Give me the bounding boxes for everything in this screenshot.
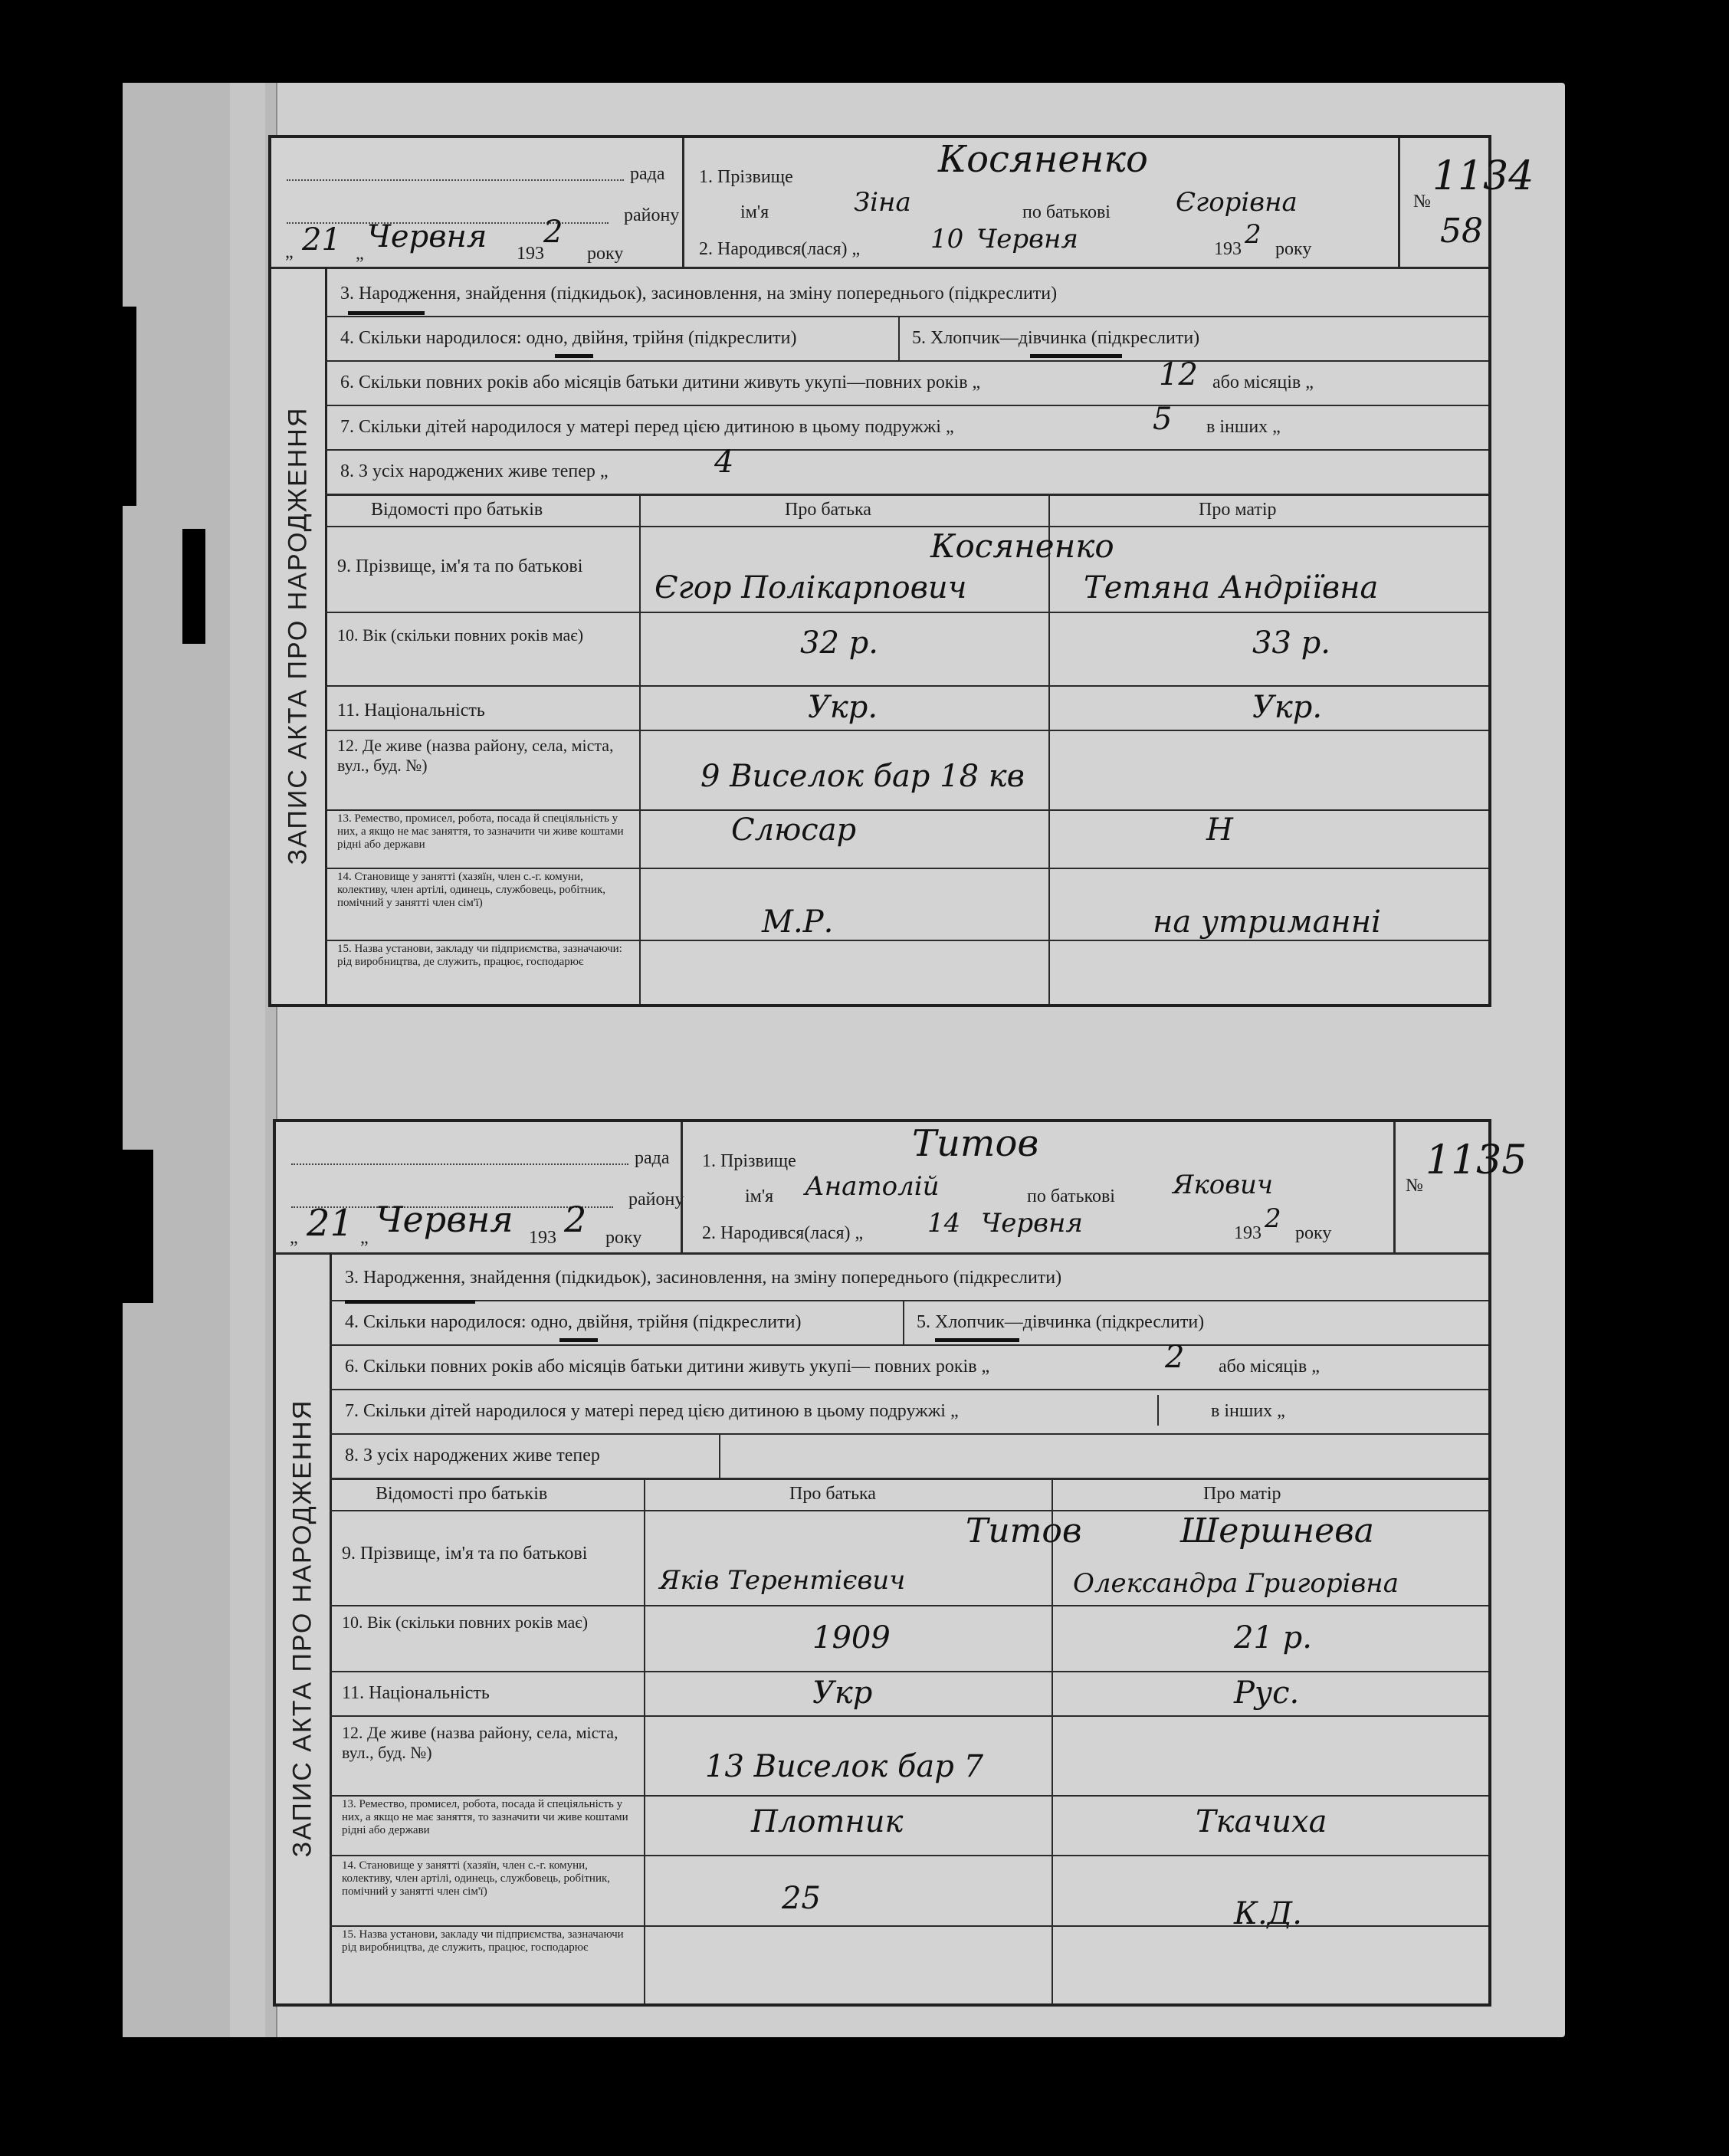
row-5: 5. Хлопчик—дівчинка (підкреслити) [917,1312,1205,1332]
mother-position: на утриманні [1153,904,1381,940]
row-15-label: 15. Назва установи, закладу чи підприємства, зазначаючи: рід виробництва, де служить, працює, господарює [337,943,622,968]
born-year: 193 [1234,1223,1261,1243]
born-year-digit: 2 [1265,1203,1281,1234]
mother-age: 33 р. [1252,625,1330,661]
record-number: 1135 [1426,1137,1527,1183]
record-side-title: ЗАПИС АКТА ПРО НАРОДЖЕННЯ [276,1252,332,2003]
born-year: 193 [1214,239,1242,259]
registration-year-digit: 2 [564,1199,587,1240]
patronymic-label: по батькові [1022,202,1111,222]
raion-label: району [628,1190,684,1209]
name-label: ім'я [740,202,769,222]
birth-record-1: рада району „ 21 „ Червня 193 2 року 1. Прізвище Косяненко ім'я Зіна по батькові Єгорівна 2. Народився(лася) „ 10 Червня 193 2 року № 1134 58 ЗАПИС АКТА ПРО НАРОДЖЕННЯ 3. Народження, знайдення (підкидьок), засиновлення, на зміну попереднього (підкреслити) 4. Скільки народилося: одно, двійня, трійня (підкреслити) 5. Хлопчик—дівчинка (підкреслити) 6. Скільки повних років або місяців батьки дитини живуть укупі—повних років „ 12 або місяців „ 7. Скільки дітей народилося у матері перед цією дитиною в цьому подружжі „ 5 в інших „ 8. З усіх народжених живе тепер „ 4 Відомості про батьків Про батька Про матір 9. Прізвище, ім'я та по батькові Косяненко Єгор Полікарпович Тетяна Андріївна 10. Вік (скільки повних років має) 32 р. 33 р. 11. Національність Укр. Укр. 12. Де живе (назва району, села, міста, вул., буд. №) 9 Виселок бар 18 кв 13. Ремество, промисел, робота, посада й спеціяльність у них, а якщо не має заняття, то зазначити чи живе коштами рідні або держави Слюсар Н 14. Становище у занятті (хазяїн, член с.-г. комуни, колективу, член артілі, одинець, службовець, робітник, помічний у занятті член сім'ї) М.Р. на утриманні 15. Назва установи, закладу чи підприємства, зазначаючи: рід виробництва, де служить, працює, господарює [268,135,1491,1007]
row-12-label: 12. Де живе (назва району, села, міста, вул., буд. №) [342,1723,618,1762]
rada-label: рада [635,1148,670,1168]
father-surname: Титов [966,1511,1082,1551]
father-name: Яків Терентієвич [659,1565,906,1596]
father-nationality: Укр. [808,690,878,725]
registration-day: 21 [307,1202,354,1245]
father-position: 25 [782,1881,821,1916]
mother-age: 21 р. [1234,1620,1312,1656]
registration-month: Червня [376,1199,513,1240]
registration-year: 193 [517,244,544,264]
row-14-label: 14. Становище у занятті (хазяїн, член с.-г. комуни, колективу, член артілі, одинець, службовець, робітник, помічний у занятті член сім'ї) [337,871,606,909]
child-surname: Косяненко [938,138,1148,181]
row-9-label: 9. Прізвище, ім'я та по батькові [337,556,583,576]
number-label: № [1406,1176,1423,1196]
row-3: 3. Народження, знайдення (підкидьок), засиновлення, на зміну попереднього (підкреслити) [340,284,1058,304]
parents-info-header: Відомості про батьків [376,1484,548,1504]
parents-surname: Косяненко [930,527,1114,565]
row-13-label: 13. Ремество, промисел, робота, посада й спеціяльність у них, а якщо не має заняття, то зазначити чи живе коштами рідні або держави [337,812,624,851]
row-13-label: 13. Ремество, промисел, робота, посада й спеціяльність у них, а якщо не має заняття, то зазначити чи живе коштами рідні або держави [342,1798,628,1836]
father-position: М.Р. [762,904,834,940]
mother-occupation: Н [1206,812,1233,848]
roku-label: року [587,244,624,264]
child-patronymic: Єгорівна [1176,187,1298,218]
father-occupation: Плотник [751,1804,904,1839]
row-6-years: 12 [1159,357,1198,392]
row-8: 8. З усіх народжених живе тепер [345,1446,600,1465]
rada-label: рада [630,164,665,184]
mother-header: Про матір [1203,1484,1281,1504]
father-header: Про батька [785,500,871,520]
row-6-years: 2 [1165,1340,1185,1375]
mother-name: Тетяна Андріївна [1084,570,1379,605]
row-11-label: 11. Національність [337,701,485,720]
row-6: 6. Скільки повних років або місяців батьки дитини живуть укупі— повних років „ [345,1357,990,1377]
row-9-label: 9. Прізвище, ім'я та по батькові [342,1544,588,1564]
born-month: Червня [981,1208,1083,1239]
row-10-label: 10. Вік (скільки повних років має) [337,625,584,645]
born-day: 10 [930,224,964,254]
row-10-label: 10. Вік (скільки повних років має) [342,1613,589,1632]
mother-occupation: Ткачиха [1196,1804,1327,1839]
torn-edge [182,529,205,644]
patronymic-label: по батькові [1027,1186,1115,1206]
row-7-other: в інших „ [1206,417,1281,437]
mother-name: Олександра Григорівна [1073,1568,1399,1599]
raion-label: району [624,205,680,225]
row-8: 8. З усіх народжених живе тепер „ [340,461,609,481]
registration-year: 193 [529,1228,556,1248]
surname-label: 1. Прізвище [702,1151,796,1171]
roku-label-2: року [1295,1223,1332,1243]
row-6: 6. Скільки повних років або місяців батьки дитини живуть укупі—повних років „ [340,372,981,392]
child-name: Зіна [854,187,911,218]
row-7-value: 5 [1153,402,1173,437]
row-6-months: або місяців „ [1219,1357,1320,1377]
row-7: 7. Скільки дітей народилося у матері перед цією дитиною в цьому подружжі „ [340,417,954,437]
torn-edge [123,1150,153,1303]
address: 13 Виселок бар 7 [705,1749,984,1784]
row-15-label: 15. Назва установи, закладу чи підприємства, зазначаючи рід виробництва, де служить, працює, господарює [342,1928,624,1954]
born-label: 2. Народився(лася) „ [699,239,861,259]
mother-header: Про матір [1199,500,1277,520]
surname-label: 1. Прізвище [699,167,793,187]
mother-surname: Шершнева [1180,1511,1374,1551]
born-year-digit: 2 [1245,219,1261,250]
row-3: 3. Народження, знайдення (підкидьок), засиновлення, на зміну попереднього (підкреслити) [345,1268,1062,1288]
child-patronymic: Якович [1173,1170,1274,1200]
row-8-value: 4 [714,445,734,480]
row-4: 4. Скільки народилося: одно, двійня, трійня (підкреслити) [345,1312,802,1332]
registration-month: Червня [367,219,487,254]
mother-position: К.Д. [1234,1896,1302,1931]
born-month: Червня [976,224,1078,254]
father-age: 1909 [812,1620,891,1656]
child-name: Анатолій [805,1171,940,1202]
binding-strip [230,83,265,2037]
born-label: 2. Народився(лася) „ [702,1223,864,1243]
birth-record-2: рада району „ 21 „ Червня 193 2 року 1. Прізвище Титов ім'я Анатолій по батькові Якович 2. Народився(лася) „ 14 Червня 193 2 року № 1135 ЗАПИС АКТА ПРО НАРОДЖЕННЯ 3. Народження, знайдення (підкидьок), засиновлення, на зміну попереднього (підкреслити) 4. Скільки народилося: одно, двійня, трійня (підкреслити) 5. Хлопчик—дівчинка (підкреслити) 6. Скільки повних років або місяців батьки дитини живуть укупі— повних років „ 2 або місяців „ 7. Скільки дітей народилося у матері перед цією дитиною в цьому подружжі „ в інших „ 8. З усіх народжених живе тепер Відомості про батьків Про батька Про матір 9. Прізвище, ім'я та по батькові Титов Шершнева Яків Терентієвич Олександра Григорівна 10. Вік (скільки повних років має) 1909 21 р. 11. Національність Укр Рус. 12. Де живе (назва району, села, міста, вул., буд. №) 13 Виселок бар 7 13. Ремество, промисел, робота, посада й спеціяльність у них, а якщо не має заняття, то зазначити чи живе коштами рідні або держави Плотник Ткачиха 14. Становище у занятті (хазяїн, член с.-г. комуни, колективу, член артілі, одинець, службовець, робітник, помічний у занятті член сім'ї) 25 К.Д. 15. Назва установи, закладу чи підприємства, зазначаючи рід виробництва, де служить, працює, господарює [273,1119,1491,2007]
father-header: Про батька [789,1484,876,1504]
mother-nationality: Рус. [1234,1675,1300,1711]
registration-year-digit: 2 [543,215,563,250]
parents-info-header: Відомості про батьків [371,500,543,520]
row-14-label: 14. Становище у занятті (хазяїн, член с.-г. комуни, колективу, член артілі, одинець, службовець, робітник, помічний у занятті член сім'ї) [342,1859,611,1898]
father-name: Єгор Полікарпович [655,570,967,605]
row-5: 5. Хлопчик—дівчинка (підкреслити) [912,328,1200,348]
record-side-title: ЗАПИС АКТА ПРО НАРОДЖЕННЯ [271,267,327,1004]
father-occupation: Слюсар [731,812,857,848]
row-11-label: 11. Національність [342,1683,490,1703]
father-age: 32 р. [800,625,878,661]
father-nationality: Укр [812,1675,873,1711]
row-4: 4. Скільки народилося: одно, двійня, трійня (підкреслити) [340,328,797,348]
mother-nationality: Укр. [1252,690,1323,725]
roku-label-2: року [1275,239,1312,259]
extra-mark: 58 [1440,212,1483,251]
registration-day: 21 [302,222,341,258]
number-label: № [1413,192,1431,212]
row-7-other: в інших „ [1211,1401,1285,1421]
row-12-label: 12. Де живе (назва району, села, міста, вул., буд. №) [337,736,614,775]
torn-edge [123,307,136,506]
roku-label: року [605,1228,642,1248]
name-label: ім'я [745,1186,774,1206]
address: 9 Виселок бар 18 кв [700,759,1025,794]
record-number: 1134 [1432,153,1534,199]
born-day: 14 [927,1208,961,1239]
row-7: 7. Скільки дітей народилося у матері перед цією дитиною в цьому подружжі „ [345,1401,959,1421]
child-surname: Титов [912,1122,1039,1165]
row-6-months: або місяців „ [1212,372,1314,392]
